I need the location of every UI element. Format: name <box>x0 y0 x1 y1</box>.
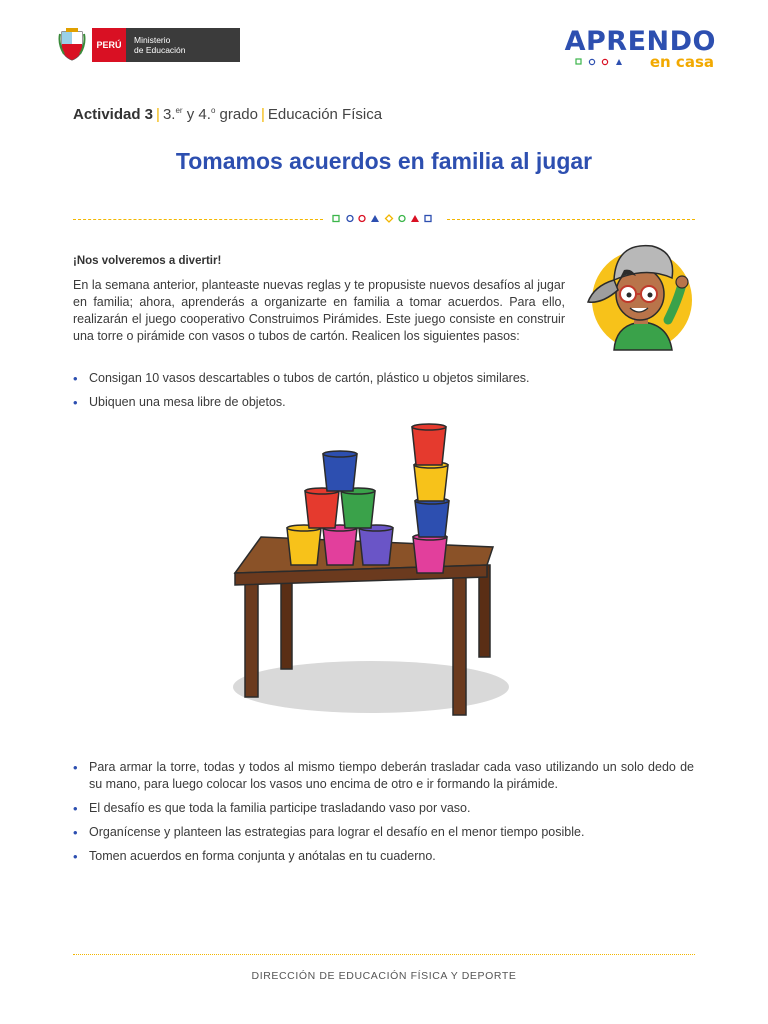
subject-label: Educación Física <box>267 106 383 123</box>
page-title: Tomamos acuerdos en familia al jugar <box>175 148 593 174</box>
step-item: • Organícense y planteen las estrategias para lograr el desafío en el menor tiempo posible. <box>73 824 694 841</box>
steps-list-after <box>73 759 694 872</box>
table-shadow <box>233 661 509 713</box>
grade-label: 3.$^{er}$ y 4.$^o$ grado <box>162 106 258 123</box>
dashed-line-right <box>447 219 695 220</box>
ministry-logo <box>58 28 240 62</box>
page-footer: DIRECCIÓN DE EDUCACIÓN FÍSICA Y DEPORTE <box>251 970 517 982</box>
divider-shapes-icon <box>331 212 437 226</box>
cup-pyramid <box>287 451 393 565</box>
step-item: • Tomen acuerdos en forma conjunta y anótalas en tu cuaderno. <box>73 848 694 865</box>
page-header <box>58 28 716 78</box>
footer-divider <box>73 954 695 955</box>
step-item: • Ubiquen una mesa libre de objetos. <box>73 394 694 411</box>
step-item: • Consigan 10 vasos descartables o tubos de cartón, plástico u objetos similares. <box>73 370 694 387</box>
coat-of-arms-icon <box>58 28 86 62</box>
separator: | <box>260 106 265 123</box>
dashed-line-left <box>73 219 323 220</box>
activity-label: Actividad 3 <box>73 106 154 123</box>
activity-info <box>73 106 382 123</box>
step-item: • Para armar la torre, todas y todos al mismo tiempo deberán trasladar cada vaso utilizando un solo dedo de su mano, para luego colocar los vasos uno encima de otro e ir formando la pirámide. <box>73 759 694 793</box>
intro-paragraph: En la semana anterior, planteaste nuevas reglas y te propusiste nuevos desafíos al jugar en familia; ahora, aprenderás a organizarte en familia a tomar acuerdos. Para ello, realizarán el juego cooperativo Construimos Pirámides. Este juego consiste en construir una torre o pirámide con vasos o tubos de cartón. Realicen los siguientes pasos: <box>73 278 565 343</box>
brand-title: APRENDO <box>564 26 716 57</box>
cup-tower <box>412 424 449 573</box>
separator: | <box>156 106 160 123</box>
step-item: • El desafío es que toda la familia participe trasladando vaso por vaso. <box>73 800 694 817</box>
ministry-name: Ministerio de Educación <box>126 28 240 62</box>
intro-heading: ¡Nos volveremos a divertir! <box>73 255 222 267</box>
aprendo-en-casa-logo <box>564 26 716 72</box>
steps-list-before <box>73 370 694 418</box>
child-character-illustration <box>580 238 698 354</box>
peru-label: PERÚ <box>92 28 126 62</box>
brand-subtitle: en casa <box>649 53 714 71</box>
title-divider <box>73 212 695 226</box>
cups-tower-illustration <box>225 415 525 720</box>
decorative-shapes-icon <box>574 58 634 66</box>
